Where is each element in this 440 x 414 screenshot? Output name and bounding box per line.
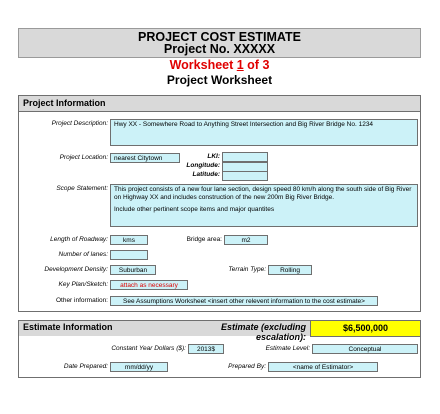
estimate-information-heading: Estimate Information (23, 322, 113, 332)
density-label: Development Density: (44, 266, 108, 273)
estimate-level-label: Estimate Level: (265, 345, 310, 352)
worksheet-current: 1 (236, 58, 244, 72)
project-information-heading: Project Information (19, 96, 420, 112)
scope-label: Scope Statement: (56, 185, 108, 192)
estimate-total-label: Estimate (excluding escalation): (220, 322, 306, 342)
page-title: PROJECT COST ESTIMATE (138, 30, 301, 44)
roadway-field[interactable]: kms (110, 235, 148, 245)
worksheet-prefix: Worksheet (169, 58, 237, 72)
bridge-area-label: Bridge area: (186, 236, 222, 243)
density-field[interactable]: Suburban (110, 265, 156, 275)
description-label: Project Description: (51, 120, 108, 127)
keyplan-field[interactable]: attach as necessary (110, 280, 188, 290)
description-field[interactable]: Hwy XX - Somewhere Road to Anything Street Intersection and Big River Bridge No. 1234 (110, 119, 418, 146)
prepared-by-label: Prepared By: (228, 363, 266, 370)
constant-dollars-label: Constant Year Dollars ($): (111, 345, 186, 352)
lanes-field[interactable] (110, 250, 148, 260)
scope-field[interactable] (110, 184, 418, 227)
other-info-field[interactable]: See Assumptions Worksheet <insert other relevent information to the cost estimate> (110, 296, 378, 306)
lki-label: LKI: (207, 153, 220, 160)
latitude-field[interactable] (222, 171, 268, 181)
constant-dollars-field[interactable]: 2013$ (188, 344, 224, 354)
terrain-field[interactable]: Rolling (268, 265, 312, 275)
keyplan-label: Key Plan/Sketch: (58, 281, 108, 288)
scope-text-1: This project consists of a new four lane section, design speed 80 km/h along the south side of Big River on Highway XX and includes construction of the new 200m Big River Bridge. (114, 186, 412, 201)
roadway-label: Length of Roadway: (50, 236, 108, 243)
project-number: Project No. XXXXX (163, 42, 276, 56)
date-prepared-field[interactable]: mm/dd/yy (110, 362, 168, 372)
location-field[interactable]: nearest Citytown (110, 153, 180, 163)
longitude-label: Longitude: (186, 162, 220, 169)
estimate-total-value: $6,500,000 (310, 320, 421, 337)
lanes-label: Number of lanes: (58, 251, 108, 258)
other-info-label: Other information: (55, 297, 108, 304)
bridge-area-field[interactable]: m2 (224, 235, 268, 245)
worksheet-subtitle: Project Worksheet (166, 73, 273, 87)
date-prepared-label: Date Prepared: (63, 363, 108, 370)
scope-text-2: Include other pertinent scope items and major quantites (114, 206, 275, 213)
prepared-by-field[interactable]: <name of Estimator> (268, 362, 378, 372)
latitude-label: Latitude: (192, 171, 220, 178)
worksheet-indicator (18, 58, 421, 72)
location-label: Project Location: (59, 154, 108, 161)
terrain-label: Terrain Type: (228, 266, 266, 273)
estimate-level-field[interactable]: Conceptual (312, 344, 418, 354)
worksheet-suffix: of 3 (243, 58, 270, 72)
lki-field[interactable] (222, 152, 268, 162)
